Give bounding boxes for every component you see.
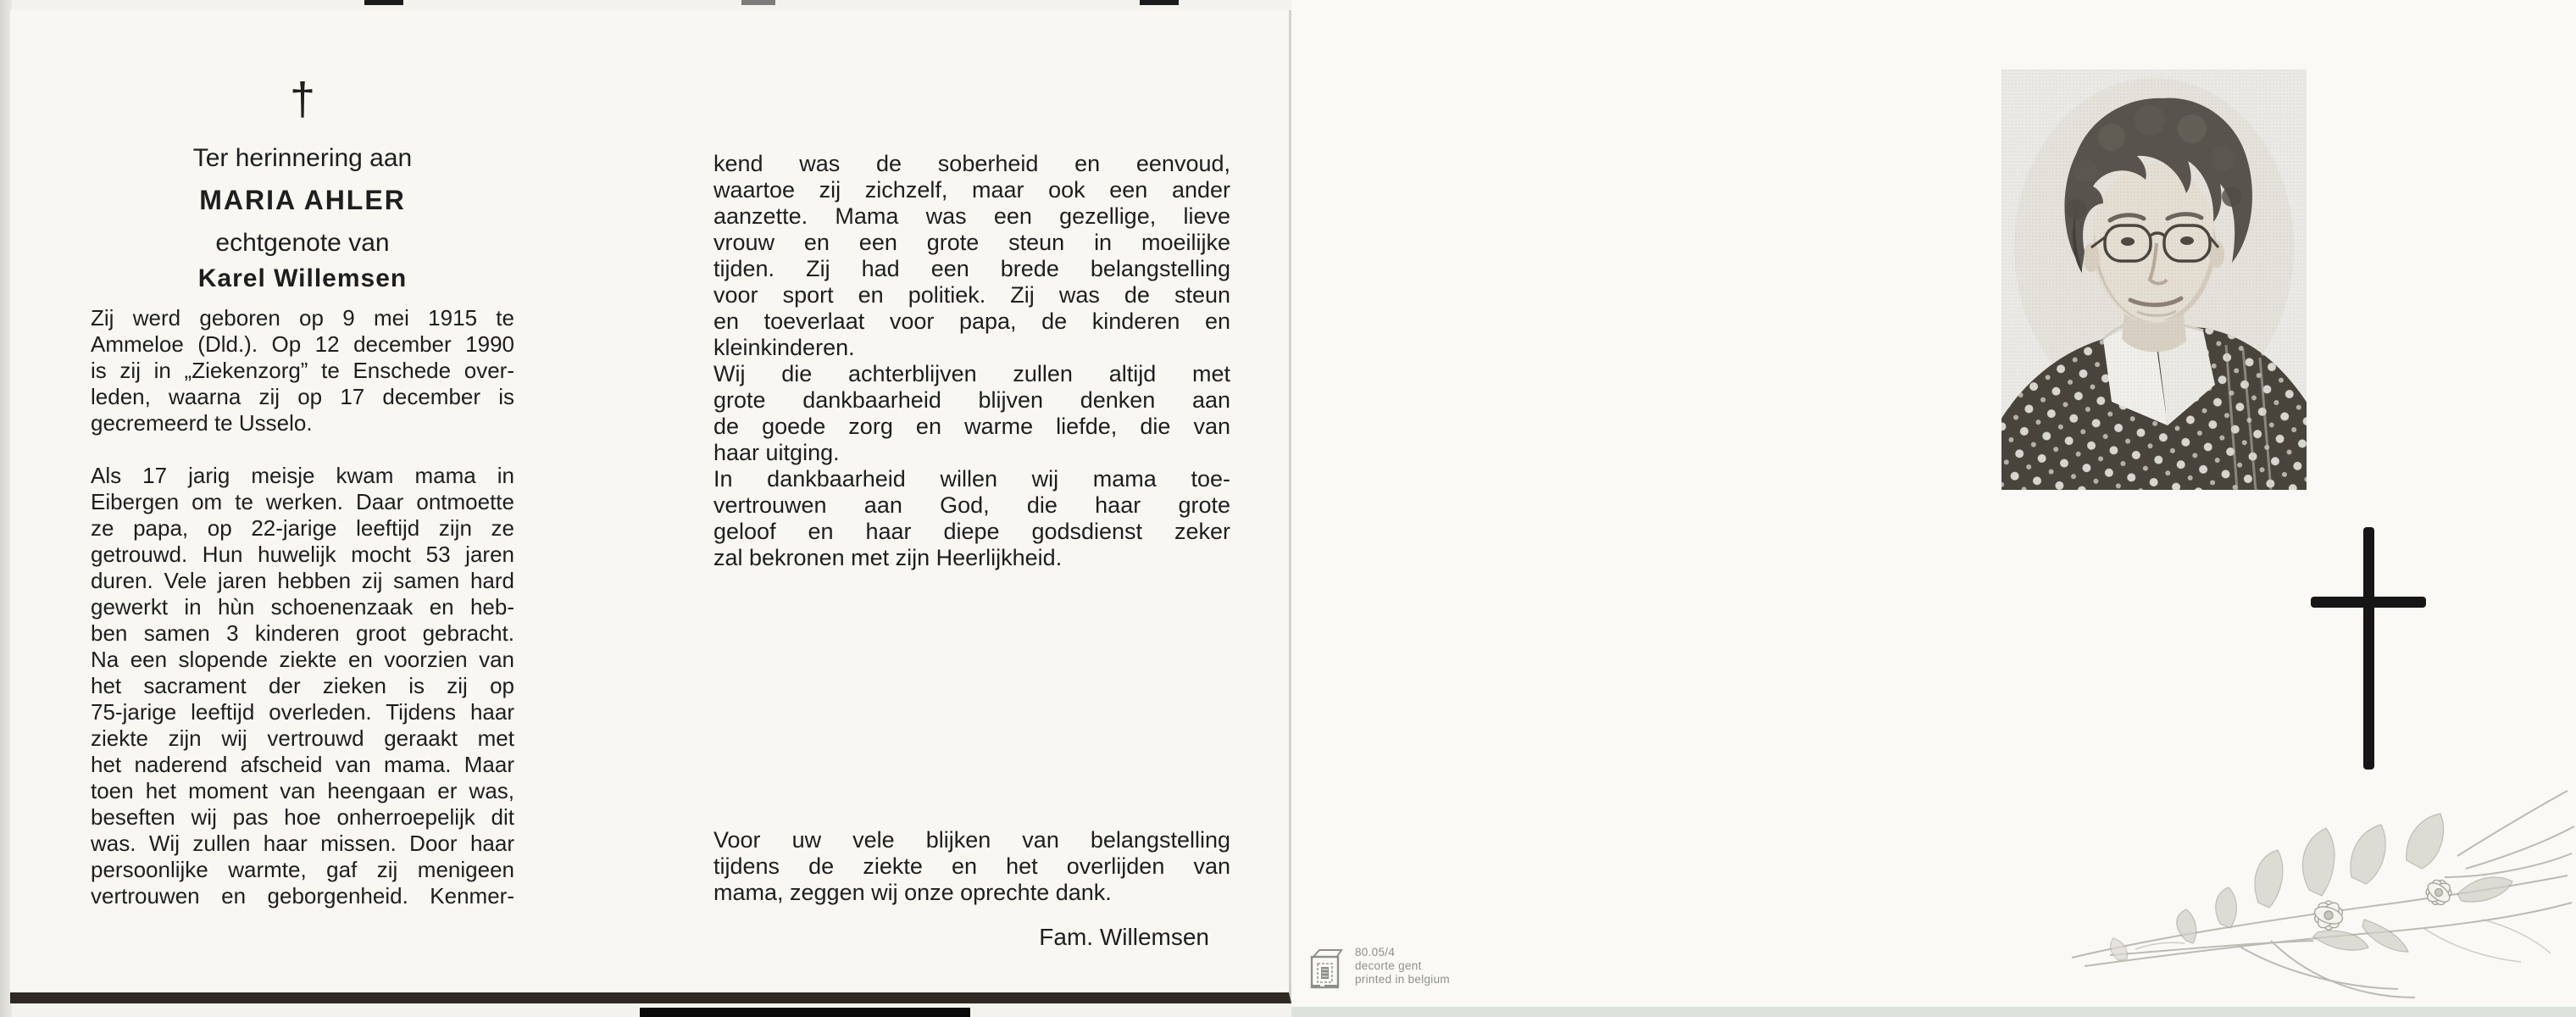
memorial-line: Ter herinnering aan: [192, 144, 413, 172]
acknowledgement-text: Voor uw vele blijken van belangstelling tijdens de ziekte en het overlijden van mama, zeggen wij onze oprechte dank.: [713, 827, 1230, 905]
memorial-card-text-panel: [10, 10, 1291, 1003]
printer-code: 80.05/4: [1355, 946, 1396, 959]
biography-column-left: Zij werd geboren op 9 mei 1915 te Ammeloe (Dld.). Op 12 december 1990 is zij in „Ziekenzorg” te Enschede over- leden, waarna zij op 17 december is gecremeerd te Usselo. Als 17 jarig meisje kwam mama in Eibergen om te werken. Daar ontmoette ze papa, op 22-jarige leeftijd zijn ze getrouwd. Hun huwelijk mocht 53 jaren duren. Vele jaren hebben zij samen hard gewerkt in hùn schoenenzaak en heb- ben samen 3 kinderen groot gebracht. Na een slopende ziekte en voorzien van het sacrament der zieken is zij op 75-jarige leeftijd overleden. Tijdens haar ziekte zijn wij vertrouwd geraakt met het naderend afscheid van mama. Maar toen het moment van heengaan er was, beseften wij pas hoe onherroepelijk dit was. Wij zullen haar missen. Door haar persoonlijke warmte, gaf zij menigeen vertrouwen en geborgenheid. Kenmer-: [91, 305, 514, 909]
portrait-photo: [2001, 69, 2307, 490]
cross-icon: †: [289, 74, 316, 125]
printer-mark: [1307, 944, 1528, 995]
family-signature: Fam. Willemsen: [1039, 924, 1209, 950]
deceased-name: MARIA AHLER: [199, 185, 406, 215]
scan-artifact-dash: [364, 0, 403, 5]
scan-artifact-line: [640, 1008, 970, 1017]
scan-edge-strip: [1291, 1007, 2576, 1017]
printer-name: decorte gent: [1355, 959, 1422, 972]
memorial-cross-icon: [2363, 527, 2374, 770]
spouse-name: Karel Willemsen: [197, 264, 408, 292]
memorial-cross-icon: [2311, 597, 2426, 608]
printer-text: [1355, 946, 1450, 986]
scan-artifact-dash: [1140, 0, 1179, 5]
printer-country: printed in belgium: [1355, 973, 1450, 986]
printer-logo-icon: [1307, 948, 1345, 992]
scan-artifact-dash: [741, 0, 775, 5]
biography-column-right: kend was de soberheid en eenvoud, waartoe zij zichzelf, maar ook een ander aanzette. Mama was een gezellige, lieve vrouw en een grote steun in moeilijke tijden. Zij had een brede belangstelling voor sport en politiek. Zij was de steun en toeverlaat voor papa, de kinderen en kleinkinderen. Wij die achterblijven zullen altijd met grote dankbaarheid blijven denken aan de goede zorg en warme liefde, die van haar uitging. In dankbaarheid willen wij mama toe- vertrouwen aan God, die haar grote geloof en haar diepe godsdienst zeker zal bekronen met zijn Heerlijkheid.: [713, 151, 1230, 570]
floral-sketch-illustration: [2059, 775, 2576, 1009]
relation-line: echtgenote van: [215, 229, 390, 257]
